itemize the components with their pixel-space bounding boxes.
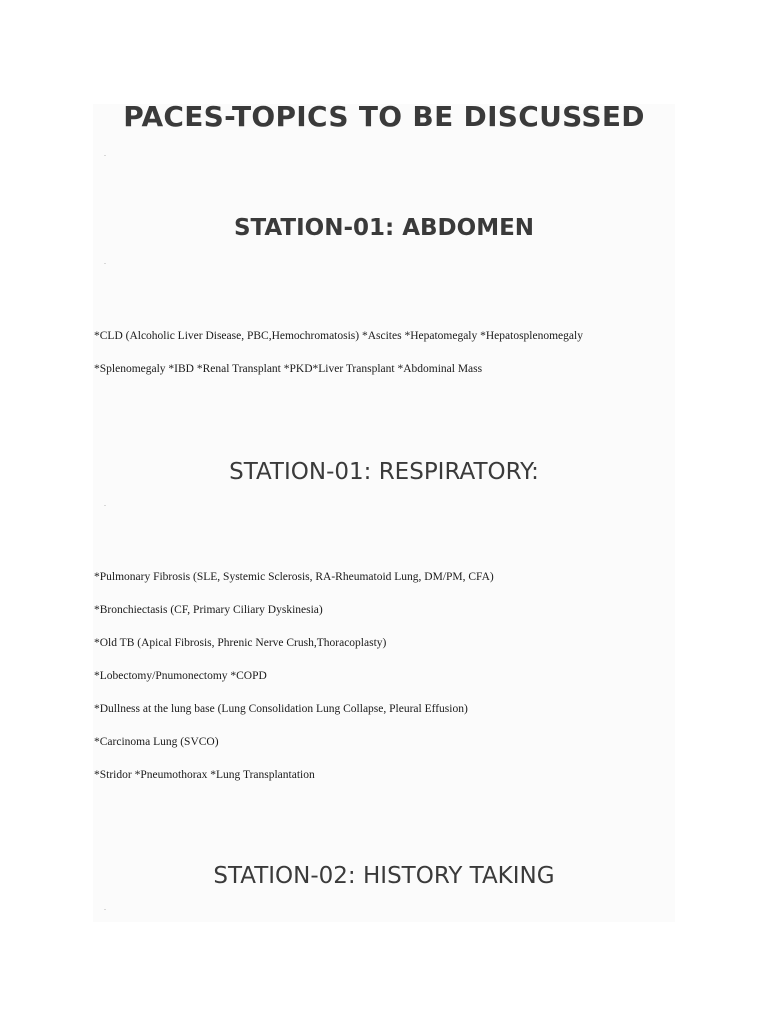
abdomen-topic-line: *Splenomegaly *IBD *Renal Transplant *PKD*Liver Transplant *Abdominal Mass	[94, 363, 483, 375]
blank-line-marker	[104, 909, 106, 910]
section-heading-abdomen: STATION-01: ABDOMEN	[233, 215, 535, 241]
document-title: PACES-TOPICS TO BE DISCUSSED	[123, 100, 645, 133]
blank-line-marker	[104, 505, 106, 506]
abdomen-topic-line: *CLD (Alcoholic Liver Disease, PBC,Hemochromatosis) *Ascites *Hepatomegaly *Hepatosplenomegaly	[94, 330, 583, 342]
section-heading-respiratory: STATION-01: RESPIRATORY:	[229, 459, 539, 485]
section-heading-history-taking: STATION-02: HISTORY TAKING	[213, 863, 555, 889]
respiratory-topic-line: *Old TB (Apical Fibrosis, Phrenic Nerve Crush,Thoracoplasty)	[94, 637, 387, 649]
respiratory-topic-line: *Bronchiectasis (CF, Primary Ciliary Dyskinesia)	[94, 604, 323, 616]
respiratory-topic-line: *Carcinoma Lung (SVCO)	[94, 736, 219, 748]
blank-line-marker	[104, 263, 106, 264]
blank-line-marker	[104, 155, 106, 156]
respiratory-topic-line: *Pulmonary Fibrosis (SLE, Systemic Sclerosis, RA-Rheumatoid Lung, DM/PM, CFA)	[94, 571, 494, 583]
respiratory-topic-line: *Dullness at the lung base (Lung Consolidation Lung Collapse, Pleural Effusion)	[94, 703, 468, 715]
respiratory-topic-line: *Stridor *Pneumothorax *Lung Transplantation	[94, 769, 315, 781]
respiratory-topic-line: *Lobectomy/Pnumonectomy *COPD	[94, 670, 267, 682]
